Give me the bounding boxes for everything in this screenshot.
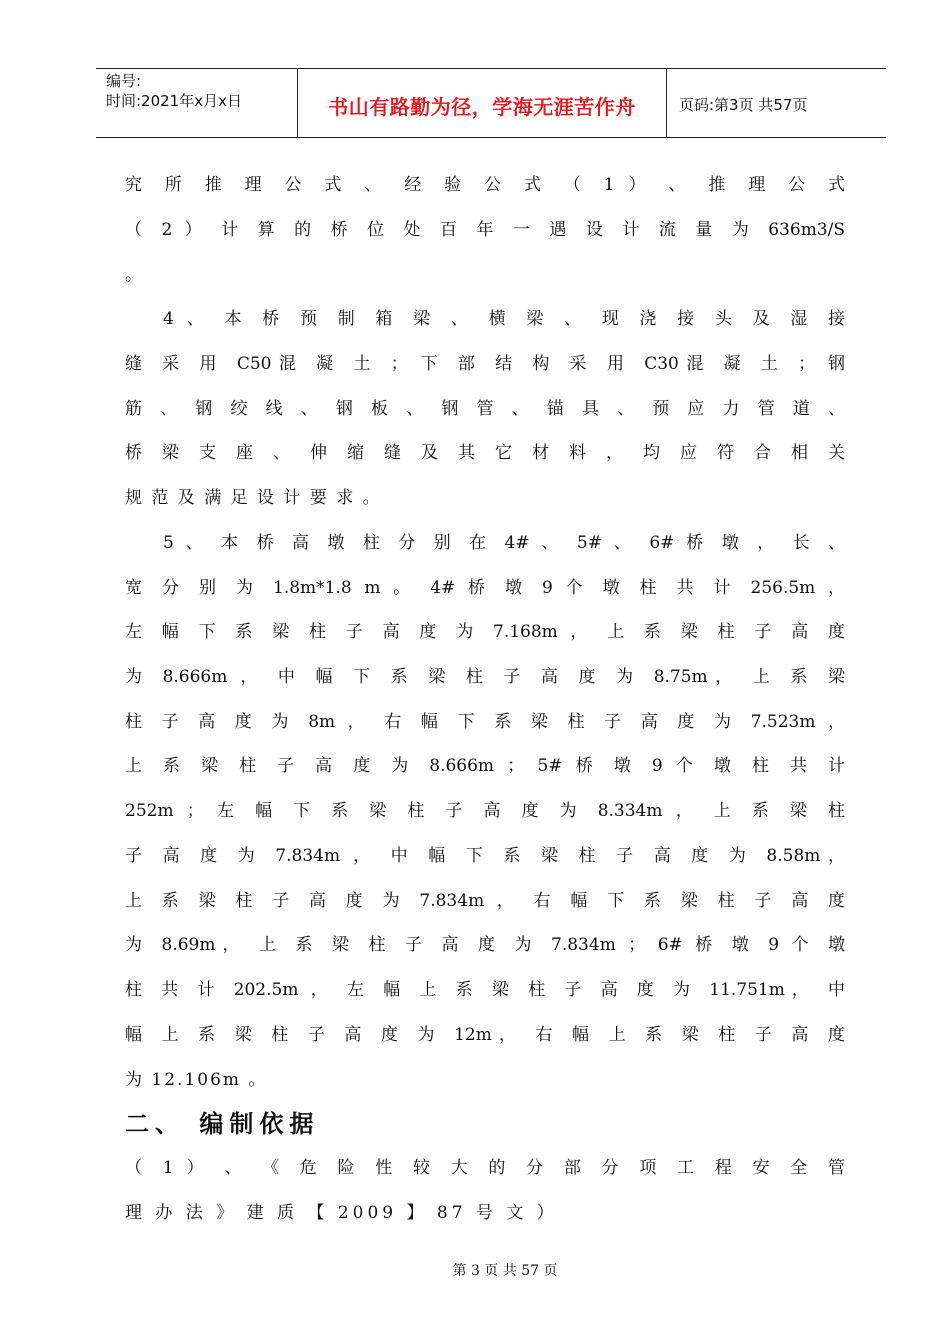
page-footer: 第 3 页 共 57 页 xyxy=(452,1263,558,1279)
body-line: 筋 、 钢 绞 线 、 钢 板 、 钢 管 、 锚 具 、 预 应 力 管 道 、 xyxy=(125,399,845,419)
body-line: 桥 梁 支 座 、 伸 缩 缝 及 其 它 材 料 ， 均 应 符 合 相 关 xyxy=(125,443,845,463)
body-line: 柱 子 高 度 为 8m ， 右 幅 下 系 梁 柱 子 高 度 为 7.523m ， xyxy=(125,712,845,732)
body-line: 上 系 梁 柱 子 高 度 为 8.666m ； 5# 桥 墩 9 个 墩 柱 共 计 xyxy=(125,756,845,776)
body-line: 为 8.69m， 上 系 梁 柱 子 高 度 为 7.834m ； 6# 桥 墩 9 个 墩 xyxy=(125,935,845,955)
body-line: 252m ； 左 幅 下 系 梁 柱 子 高 度 为 8.334m ， 上 系 梁 柱 xyxy=(125,801,845,821)
header-page-number: 页码:第3页 共57页 xyxy=(679,96,808,114)
date-label: 时间:2021年x月x日 xyxy=(106,92,242,110)
body-line: 规 范 及 满 足 设 计 要 求 。 xyxy=(125,488,382,508)
body-line: 4 、 本 桥 预 制 箱 梁 、 横 梁 、 现 浇 接 头 及 湿 接 xyxy=(163,309,845,329)
body-line: 幅 上 系 梁 柱 子 高 度 为 12m， 右 幅 上 系 梁 柱 子 高 度 xyxy=(125,1025,845,1045)
body-line: 。 xyxy=(125,265,142,285)
body-line: 柱 共 计 202.5m ， 左 幅 上 系 梁 柱 子 高 度 为 11.751m， 中 xyxy=(125,980,845,1000)
body-line: 为 8.666m ， 中 幅 下 系 梁 柱 子 高 度 为 8.75m， 上 系 梁 xyxy=(125,667,845,687)
header-motto: 书山有路勤为径，学海无涯苦作舟 xyxy=(328,95,636,119)
body-line: 宽 分 别 为 1.8m*1.8 m 。 4# 桥 墩 9 个 墩 柱 共 计 256.5m ， xyxy=(125,578,845,598)
body-line: 子 高 度 为 7.834m ， 中 幅 下 系 梁 柱 子 高 度 为 8.58m， xyxy=(125,846,845,866)
body-line: 上 系 梁 柱 子 高 度 为 7.834m ， 右 幅 下 系 梁 柱 子 高 度 xyxy=(125,891,845,911)
body-line: 缝 采 用 C50混 凝 土 ； 下 部 结 构 采 用 C30混 凝 土 ； 钢 xyxy=(125,354,845,374)
section-heading: 二、 编制依据 xyxy=(125,1110,320,1138)
body-line: （ 2 ） 计 算 的 桥 位 处 百 年 一 遇 设 计 流 量 为 636m3/S xyxy=(125,220,845,240)
body-line: 5 、 本 桥 高 墩 柱 分 别 在 4# 、 5# 、 6# 桥 墩 ， 长 、 xyxy=(163,533,845,553)
document-number-label: 编号: xyxy=(106,72,142,90)
body-line: 左 幅 下 系 梁 柱 子 高 度 为 7.168m ， 上 系 梁 柱 子 高 度 xyxy=(125,622,845,642)
body-line: （ 1 ） 、 《 危 险 性 较 大 的 分 部 分 项 工 程 安 全 管 xyxy=(125,1158,845,1178)
body-line: 理 办 法 》 建 质 【 2009 】 87 号 文 ） xyxy=(125,1203,558,1223)
body-line: 究 所 推 理 公 式 、 经 验 公 式 （ 1 ） 、 推 理 公 式 xyxy=(125,175,845,195)
body-line: 为 12.106m 。 xyxy=(125,1070,268,1090)
